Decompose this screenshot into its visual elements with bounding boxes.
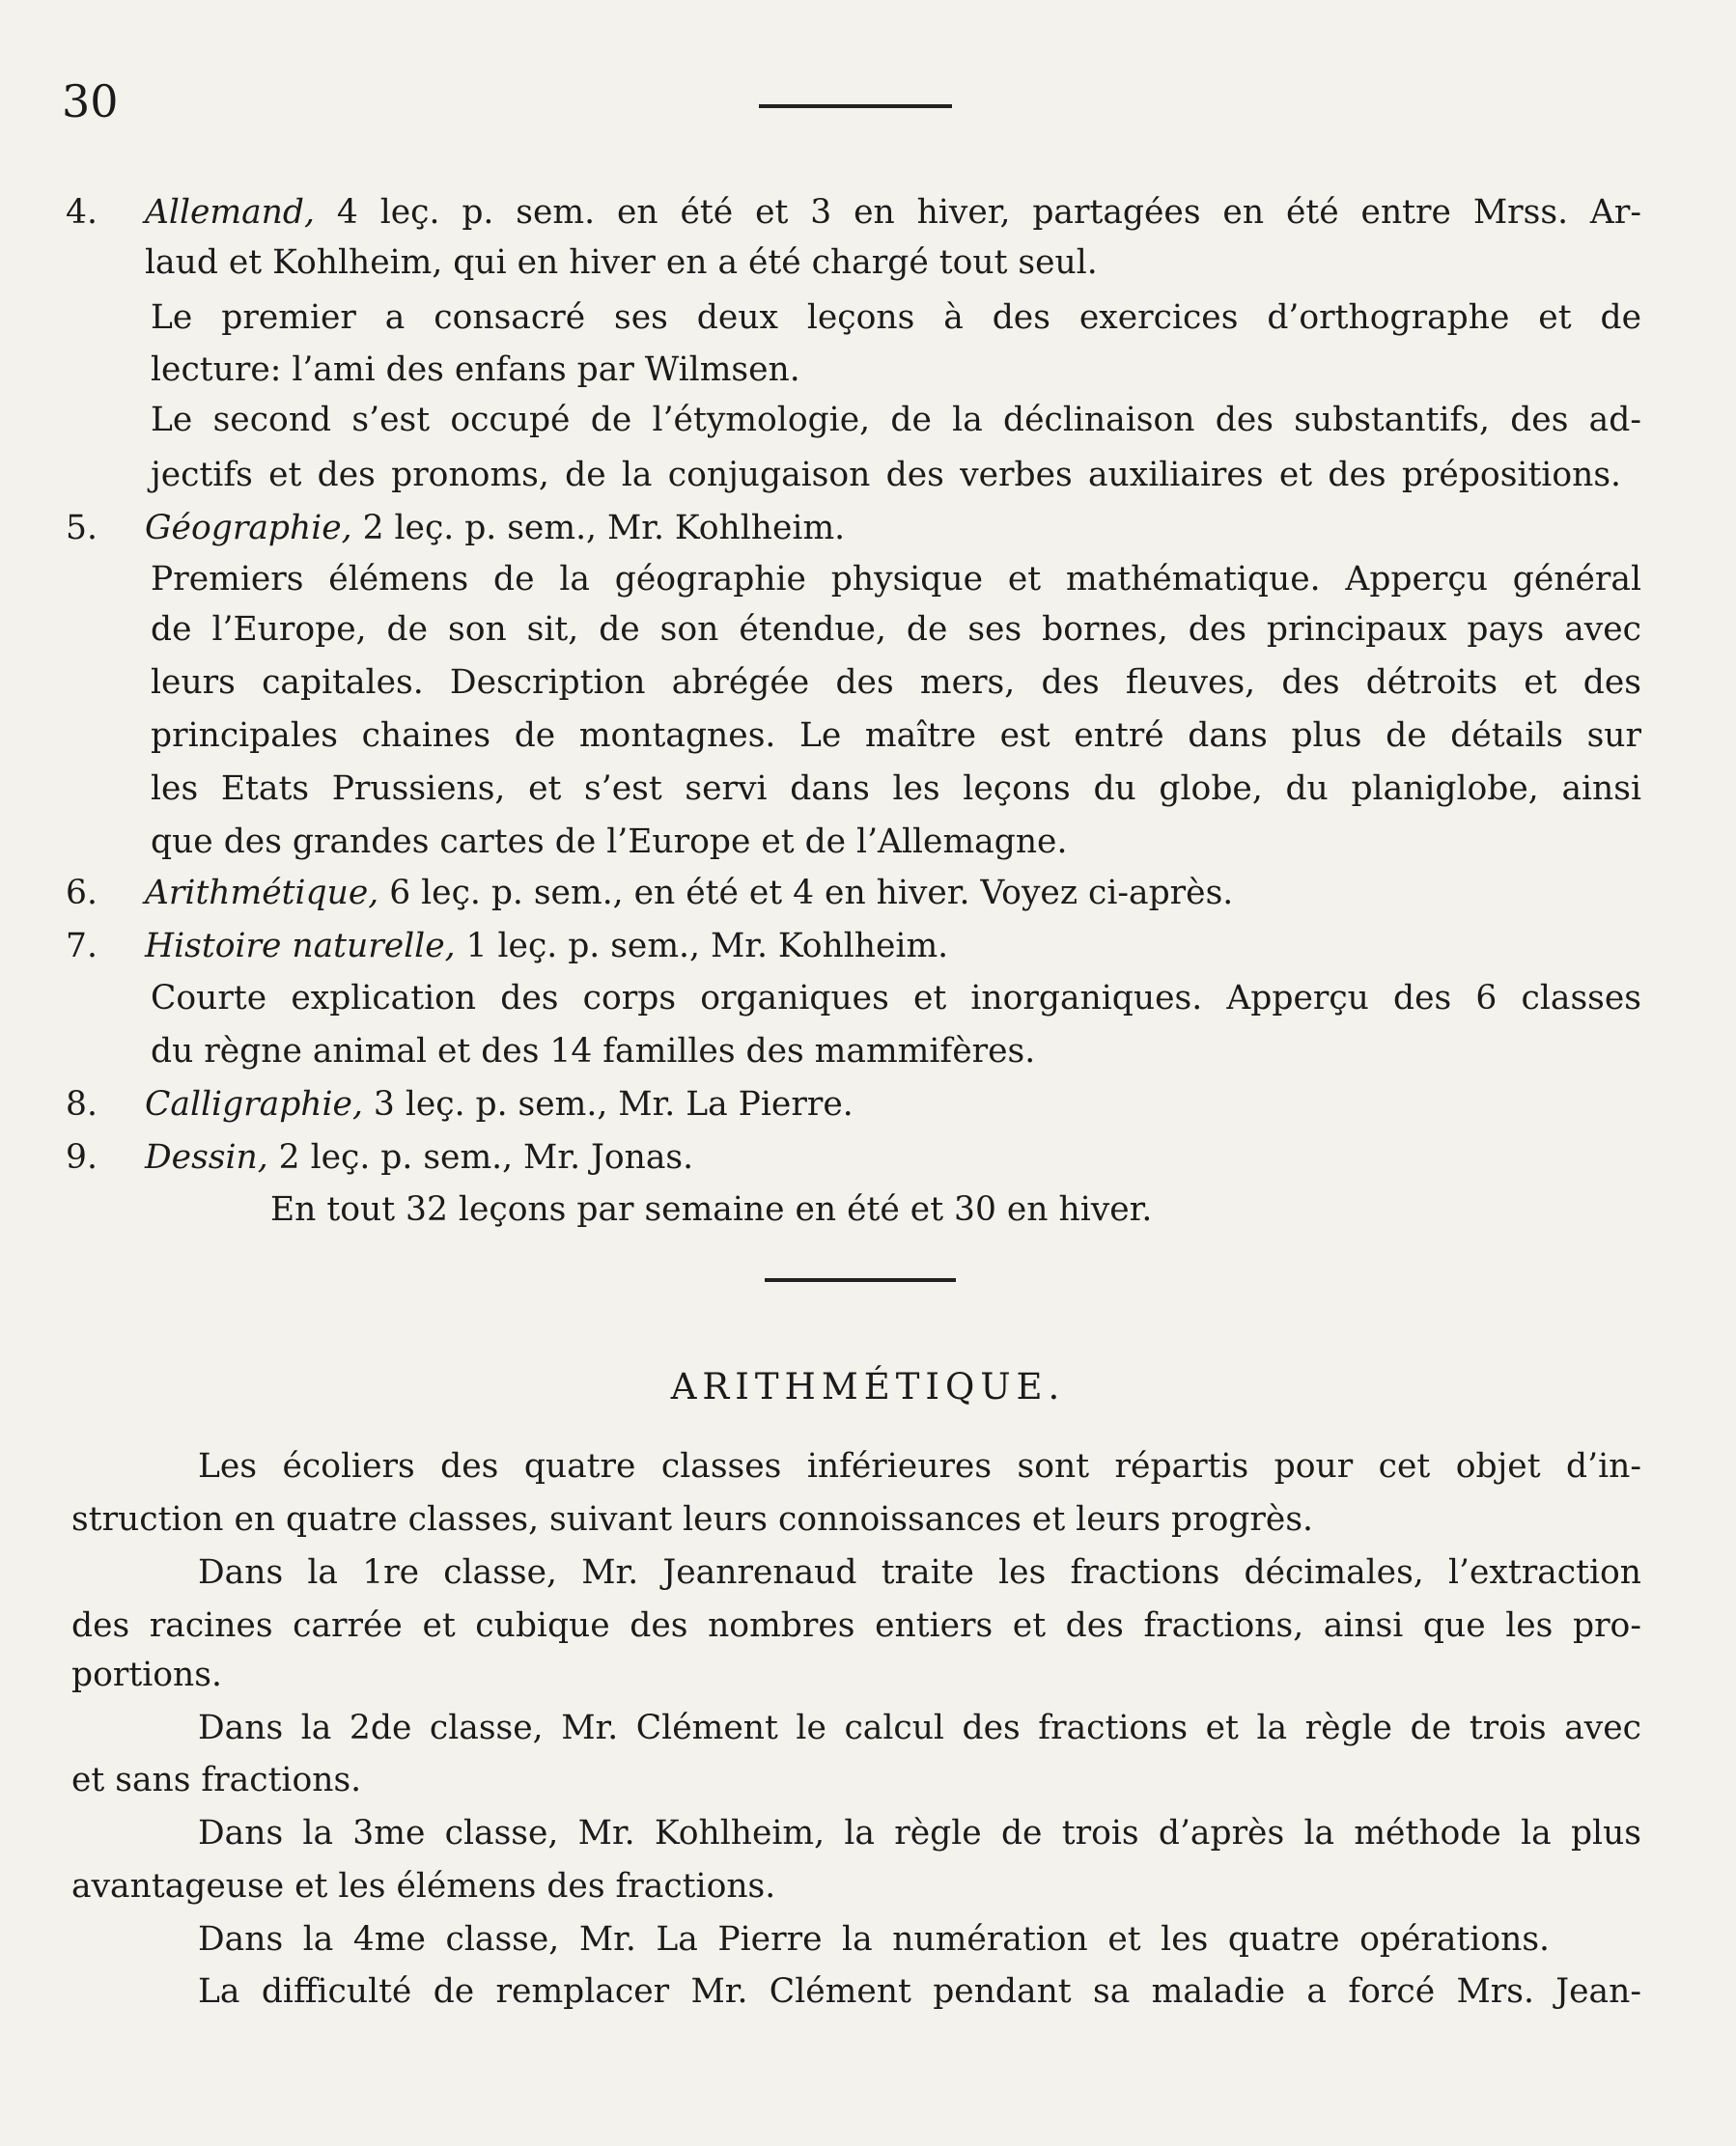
text-line: struction en quatre classes, suivant leurs connoissances et leurs progrès.: [71, 1500, 1314, 1539]
list-item-first-line: Géographie, 2 leç. p. sem., Mr. Kohlheim.: [145, 509, 846, 547]
text-line: La difficulté de remplacer Mr. Clément pendant sa maladie a forcé Mrs. Jean-: [198, 1972, 1641, 2011]
section-rule: [765, 1278, 956, 1282]
text-line: avantageuse et les élémens des fractions.: [71, 1867, 776, 1906]
list-item-first-line: Arithmétique, 6 leç. p. sem., en été et 4 en hiver. Voyez ci-après.: [145, 874, 1234, 912]
text-line: des racines carrée et cubique des nombres entiers et des fractions, ainsi que les pro-: [71, 1606, 1641, 1645]
item-number: 5.: [66, 509, 98, 547]
item-number: 7.: [66, 927, 98, 965]
list-item-first-line: Calligraphie, 3 leç. p. sem., Mr. La Pierre.: [145, 1085, 854, 1124]
text-line: Dans la 1re classe, Mr. Jeanrenaud traite les fractions décimales, l’extraction: [198, 1553, 1641, 1592]
top-rule: [759, 104, 952, 108]
text-line: Dans la 2de classe, Mr. Clément le calcul des fractions et la règle de trois avec: [198, 1709, 1641, 1747]
text-line: Les écoliers des quatre classes inférieures sont répartis pour cet objet d’in-: [198, 1447, 1641, 1486]
item-number: 4.: [66, 193, 98, 232]
text-line: Premiers élémens de la géographie physique et mathématique. Apperçu général: [151, 560, 1641, 599]
subject: Calligraphie,: [145, 1085, 363, 1124]
text-line: portions.: [71, 1656, 222, 1694]
text-line: Le second s’est occupé de l’étymologie, de la déclinaison des substantifs, des ad-: [151, 401, 1641, 439]
text-line: Dans la 3me classe, Mr. Kohlheim, la règle de trois d’après la méthode la plus: [198, 1814, 1641, 1853]
item-number: 9.: [66, 1138, 98, 1177]
subject: Dessin,: [145, 1138, 268, 1177]
subject: Histoire naturelle,: [145, 927, 456, 965]
text-line: de l’Europe, de son sit, de son étendue, de ses bornes, des principaux pays avec: [151, 610, 1641, 649]
text-line: lecture: l’ami des enfans par Wilmsen.: [151, 350, 800, 389]
text-line: que des grandes cartes de l’Europe et de l’Allemagne.: [151, 822, 1068, 861]
text-line: Courte explication des corps organiques et inorganiques. Apperçu des 6 classes: [151, 979, 1641, 1017]
list-item-first-line: Dessin, 2 leç. p. sem., Mr. Jonas.: [145, 1138, 694, 1177]
text-line: jectifs et des pronoms, de la conjugaison des verbes auxiliaires et des prépositions.: [151, 456, 1621, 494]
text-line: leurs capitales. Description abrégée des mers, des fleuves, des détroits et des: [151, 663, 1641, 702]
subject: Allemand,: [145, 193, 315, 232]
text-line: principales chaines de montagnes. Le maître est entré dans plus de détails sur: [151, 716, 1641, 755]
list-item-first-line: Allemand, 4 leç. p. sem. en été et 3 en hiver, partagées en été entre Mrss. Ar-: [145, 193, 1641, 232]
subject: Arithmétique,: [145, 874, 379, 912]
item-number: 6.: [66, 874, 98, 912]
item-number: 8.: [66, 1085, 98, 1124]
page-number: 30: [62, 75, 119, 127]
text-line: Dans la 4me classe, Mr. La Pierre la numération et les quatre opérations.: [198, 1920, 1550, 1959]
list-item-first-line: Histoire naturelle, 1 leç. p. sem., Mr. Kohlheim.: [145, 927, 949, 965]
text-line: Le premier a consacré ses deux leçons à des exercices d’orthographe et de: [151, 298, 1641, 337]
weekly-total: En tout 32 leçons par semaine en été et 30 en hiver.: [270, 1190, 1153, 1229]
text-line: laud et Kohlheim, qui en hiver en a été chargé tout seul.: [145, 243, 1098, 282]
text-line: et sans fractions.: [71, 1761, 362, 1799]
text-line: les Etats Prussiens, et s’est servi dans les leçons du globe, du planiglobe, ainsi: [151, 769, 1641, 808]
section-heading: ARITHMÉTIQUE.: [670, 1366, 1066, 1407]
text-line: du règne animal et des 14 familles des mammifères.: [151, 1032, 1036, 1071]
subject: Géographie,: [145, 509, 352, 547]
